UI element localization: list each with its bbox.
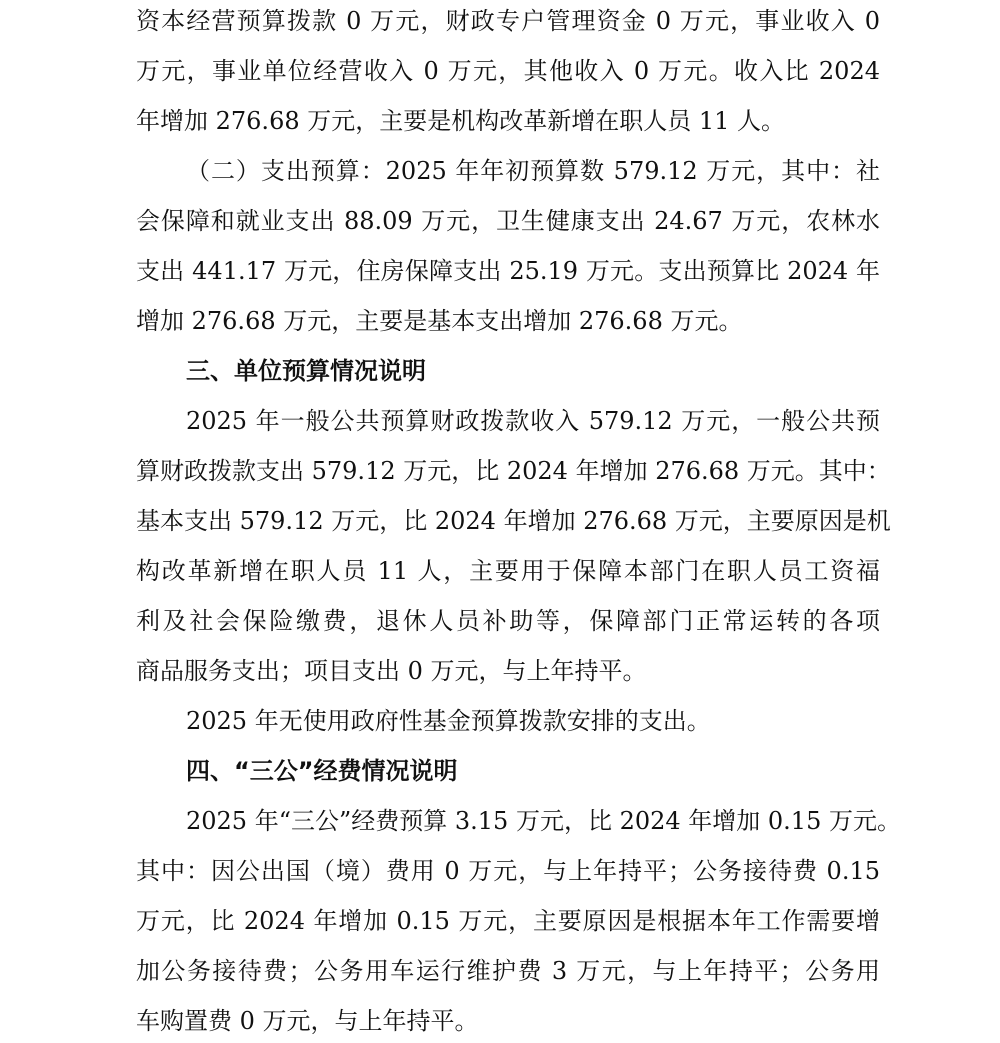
section-heading: 三、单位预算情况说明 [186, 357, 426, 385]
paragraph-line: 万元，事业单位经营收入 0 万元，其他收入 0 万元。收入比 2024 [136, 57, 880, 85]
paragraph-line: 商品服务支出；项目支出 0 万元，与上年持平。 [136, 657, 647, 685]
paragraph-line: 基本支出 579.12 万元，比 2024 年增加 276.68 万元，主要原因是机 [136, 507, 891, 535]
paragraph-line: 年增加 276.68 万元，主要是机构改革新增在职人员 11 人。 [136, 107, 786, 135]
paragraph-line: 2025 年无使用政府性基金预算拨款安排的支出。 [186, 707, 711, 735]
paragraph-line: 算财政拨款支出 579.12 万元，比 2024 年增加 276.68 万元。其中： [136, 457, 891, 485]
paragraph-line: 2025 年“三公”经费预算 3.15 万元，比 2024 年增加 0.15 万元。 [186, 807, 901, 835]
section-heading: 四、“三公”经费情况说明 [186, 757, 458, 785]
paragraph-line: 加公务接待费；公务用车运行维护费 3 万元，与上年持平；公务用 [136, 957, 880, 985]
paragraph-line: 资本经营预算拨款 0 万元，财政专户管理资金 0 万元，事业收入 0 [136, 7, 880, 35]
paragraph-line: 2025 年一般公共预算财政拨款收入 579.12 万元，一般公共预 [186, 407, 880, 435]
paragraph-line: 增加 276.68 万元，主要是基本支出增加 276.68 万元。 [136, 307, 743, 335]
paragraph-line: 支出 441.17 万元，住房保障支出 25.19 万元。支出预算比 2024 年 [136, 257, 880, 285]
paragraph-line: 利及社会保险缴费，退休人员补助等，保障部门正常运转的各项 [136, 607, 880, 635]
paragraph-line: 万元，比 2024 年增加 0.15 万元，主要原因是根据本年工作需要增 [136, 907, 880, 935]
paragraph-line: 其中：因公出国（境）费用 0 万元，与上年持平；公务接待费 0.15 [136, 857, 880, 885]
paragraph-line: 车购置费 0 万元，与上年持平。 [136, 1007, 479, 1035]
paragraph-line: 会保障和就业支出 88.09 万元，卫生健康支出 24.67 万元，农林水 [136, 207, 880, 235]
paragraph-line: （二）支出预算：2025 年年初预算数 579.12 万元，其中：社 [186, 157, 880, 185]
paragraph-line: 构改革新增在职人员 11 人，主要用于保障本部门在职人员工资福 [136, 557, 880, 585]
